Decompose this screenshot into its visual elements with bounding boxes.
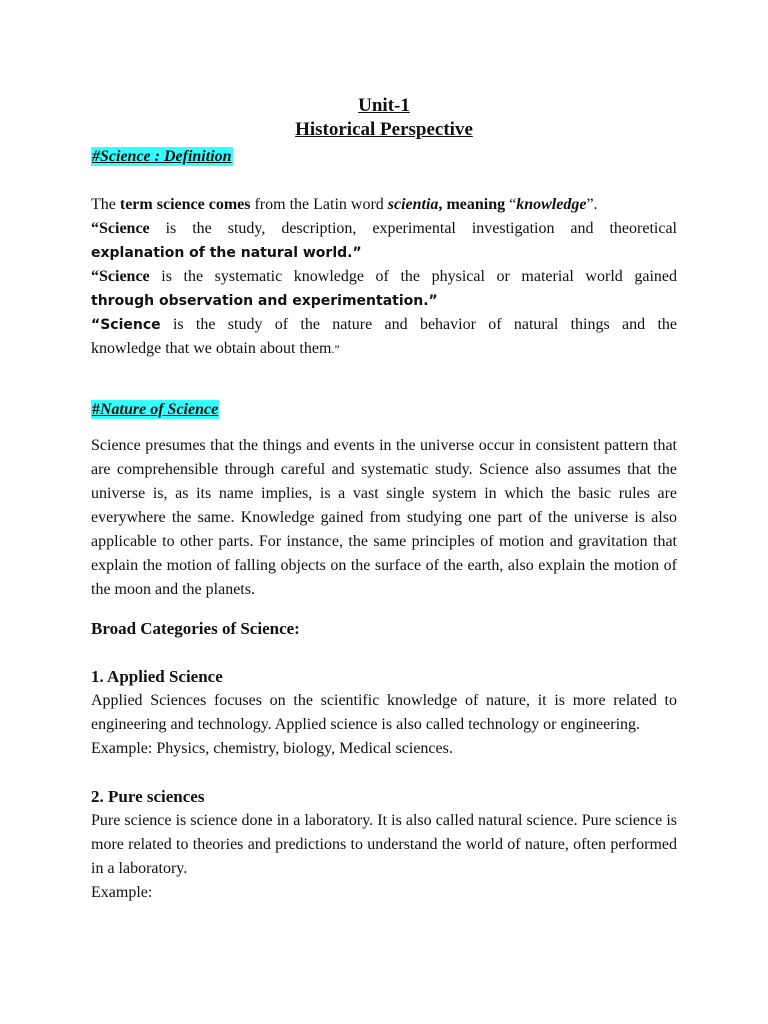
pure-science-text: Pure science is science done in a laboratory. It is also called natural science. Pure science is more related to theories and predictions to understand the world of nature, often performed in a laboratory. (91, 812, 677, 877)
pure-science-example: Example: (91, 884, 153, 901)
quote-keyword: Science (100, 317, 161, 333)
page-title: Historical Perspective (295, 119, 473, 140)
definition-quote-3 (91, 313, 677, 337)
nature-heading (91, 400, 219, 419)
etymology-quote-close: ”. (586, 196, 598, 213)
spacer (91, 761, 677, 785)
definition-quote-2-line2 (91, 289, 677, 313)
quote-text: knowledge that we obtain about them (91, 340, 332, 357)
definition-quote-1 (91, 217, 677, 241)
etymology-text-c: from the Latin word (250, 196, 388, 213)
etymology-line (91, 193, 677, 217)
spacer (91, 361, 677, 398)
quote-keyword: Science (99, 220, 150, 237)
pure-science-heading: 2. Pure sciences (91, 787, 205, 806)
definition-quote-3-line2 (91, 337, 677, 361)
quote-text: is the systematic knowledge of the physical or material world gained (149, 268, 677, 285)
etymology-term: term science comes (119, 196, 251, 213)
etymology-meaning: , meaning (438, 196, 506, 213)
etymology-quote-open: “ (505, 196, 517, 213)
spacer (91, 169, 677, 193)
quote-text-bold: through observation and experimentation.” (91, 293, 438, 309)
definition-heading: #Science : Definition (92, 148, 232, 165)
applied-science-example: Example: Physics, chemistry, biology, Medical sciences. (91, 740, 453, 757)
quote-keyword: Science (99, 268, 150, 285)
definition-quote-2 (91, 265, 677, 289)
quote-mark: “ (91, 317, 101, 333)
etymology-knowledge: knowledge (516, 196, 587, 213)
etymology-text-a: The (91, 196, 120, 213)
applied-science-heading: 1. Applied Science (91, 667, 223, 686)
definition-heading-row (91, 145, 677, 169)
spacer (91, 602, 677, 617)
quote-text-bold: explanation of the natural world.” (91, 245, 362, 261)
unit-title: Unit-1 (358, 95, 410, 116)
definition-quote-1-line2 (91, 241, 677, 265)
quote-mark: “ (91, 220, 99, 237)
etymology-latin-word: scientia (387, 196, 439, 213)
spacer (91, 641, 677, 665)
nature-heading-text: Nature of Science (100, 401, 219, 418)
spacer (91, 422, 677, 434)
document-content (91, 94, 677, 905)
quote-text: is the study, description, experimental investigation and theoretical (149, 220, 677, 237)
quote-mark: “ (91, 268, 99, 285)
quote-text: is the study of the nature and behavior of natural things and the (160, 316, 677, 333)
nature-paragraph: Science presumes that the things and events in the universe occur in consistent pattern that are comprehensible through careful and systematic study. Science also assumes that the universe is, as its name implies, is a vast single system in which the basic rules are everywhere the same. Knowledge gained from studying one part of the universe is also applicable to other parts. For instance, the same principles of motion and gravitation that explain the motion of falling objects on the surface of the earth, also explain the motion of the moon and the planets. (91, 437, 677, 598)
nature-heading-hash: # (92, 401, 100, 418)
nature-heading-row (91, 398, 677, 422)
applied-science-text: Applied Sciences focuses on the scientific knowledge of nature, it is more related to engineering and technology. Applied science is also called technology or engineering. (91, 692, 677, 733)
categories-heading: Broad Categories of Science: (91, 619, 300, 638)
quote-tail: .” (331, 342, 340, 356)
